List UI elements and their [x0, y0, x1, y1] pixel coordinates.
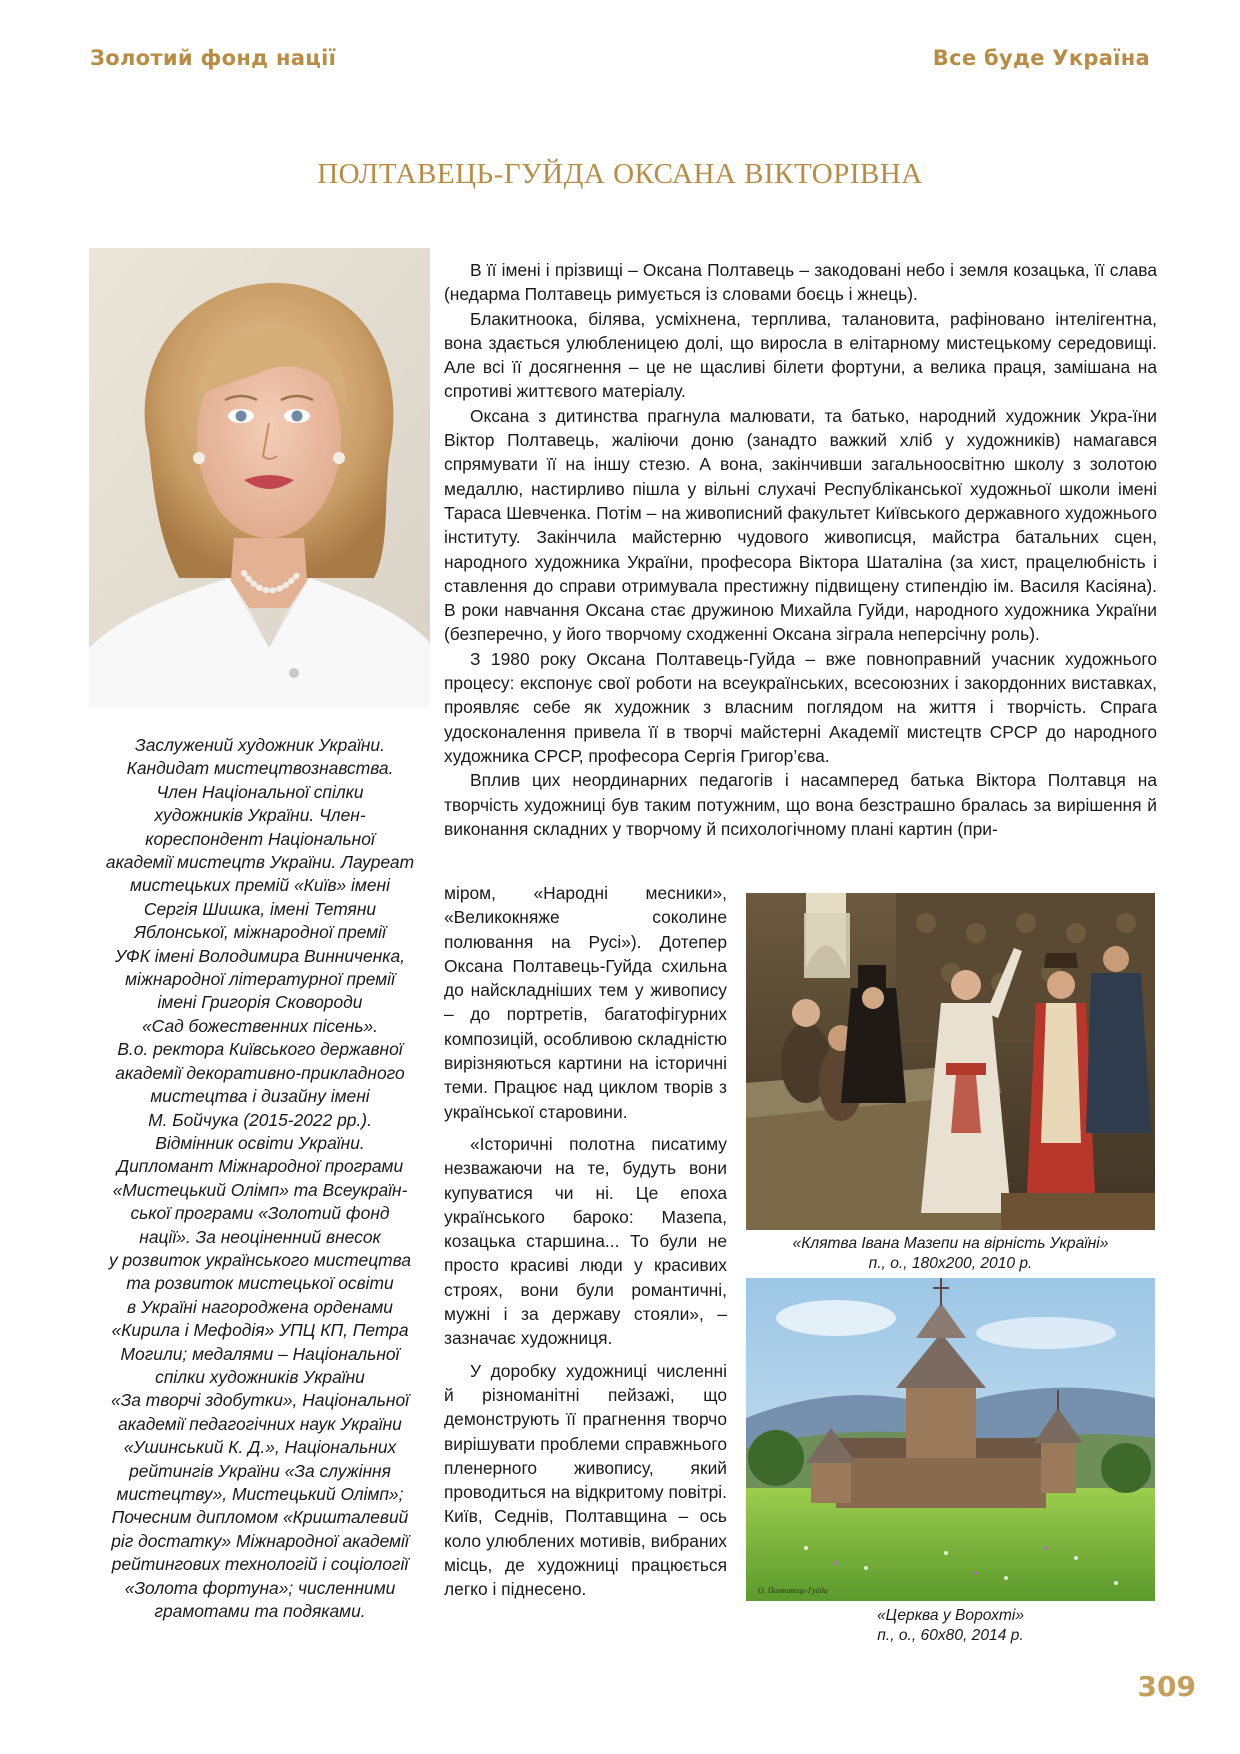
bio-caption-line: імені Григорія Сковороди	[157, 992, 363, 1013]
bio-caption-line: академії декоративно-прикладного	[115, 1062, 405, 1083]
bio-caption-line: «За творчі здобутки», Національної	[110, 1390, 410, 1411]
bio-caption-line: ріг достатку» Міжнародної академії	[111, 1530, 409, 1551]
paragraph: міром, «Народні месники», «Великокняже соколине полювання на Русі»). Дотепер Оксана Полтавець-Гуйда схильна до найскладніших тем у живопису – до портретів, багатофігурних композицій, особливою складністю вирізняються картини на історичні теми. Працює над циклом творів з української старовини.	[444, 883, 727, 1122]
paragraph: У доробку художниці численні й різноманітні пейзажі, що демонструють її прагнення творчо вирішувати проблеми справжнього пленерного живопису, який проводиться на відкритому повітрі. Київ, Седнів, Полтавщина – ось коло улюблених мотивів, вибраних місць, де художниці працюється легко і піднесено.	[444, 1360, 727, 1600]
bio-caption-line: ської програми «Золотий фонд	[130, 1203, 390, 1224]
bio-caption-line: художників України. Член-	[154, 805, 366, 826]
article-title: ПОЛТАВЕЦЬ-ГУЙДА ОКСАНА ВІКТОРІВНА	[317, 158, 923, 190]
bio-caption-line: «Сад божественних пісень».	[142, 1015, 378, 1036]
bio-caption-line: Яблонської, міжнародної премії	[134, 922, 386, 943]
bio-caption-line: рейтингових технологій і соціології	[111, 1554, 409, 1575]
bio-caption-line: Відмінник освіти України.	[155, 1132, 365, 1153]
painting-title: «Церква у Ворохті»	[877, 1607, 1024, 1624]
painting-details: п., о., 60х80, 2014 р.	[877, 1627, 1024, 1644]
bio-caption-line: та розвиток мистецької освіти	[126, 1273, 394, 1294]
paragraph: Блакитноока, білява, усміхнена, терплива, талановита, рафіновано інтелігентна, вона здається улюбленицею долі, що виросла в елітарному мистецькому середовищі. Але всі її досягнення – це не щасливі білети фортуни, а велика праця, замішана на спротиві життєвого матеріалу.	[444, 308, 1157, 402]
bio-caption-line: Член Національної спілки	[156, 781, 364, 802]
bio-caption-line: УФК імені Володимира Винниченка,	[114, 945, 405, 966]
article-body-main	[444, 258, 1157, 841]
paragraph: Оксана з дитинства прагнула малювати, та батько, народний художник Укра-їни Віктор Полтавець, жаліючи доню (занадто важкий хліб у художників) намагався спрямувати її на іншу стезю. А вона, закінчивши загальноосвітню школу з золотою медаллю, настирливо пішла у вільні слухачі Республіканської художньої школи імені Тараса Шевченка. Потім – на живописний факультет Київського державного художнього інституту. Закінчила майстерню чудового живописця, майстра батальних сцен, народного художника України, професора Віктора Шаталіна (за хист, працелюбність і ставлення до справи отримувала престижну підвищену стипендію ім. Василя Касіяна). В роки навчання Оксана стає дружиною Михайла Гуйди, народного художника України (безперечно, у його творчому сходженні Оксана зіграла неперсічну роль).	[444, 405, 1157, 645]
page-number: 309	[1137, 1670, 1196, 1703]
bio-caption-line: «Ушинський К. Д.», Національних	[123, 1437, 397, 1458]
portrait-photo	[89, 248, 430, 708]
running-header-right: Все буде Україна	[932, 46, 1150, 70]
bio-caption-line: «Мистецький Олімп» та Всеукраїн-	[112, 1179, 408, 1200]
bio-caption-line: В.о. ректора Київського державної	[117, 1039, 403, 1060]
painting-caption	[746, 1606, 1155, 1646]
painting-title: «Клятва Івана Мазепи на вірність Україні»	[792, 1235, 1109, 1252]
bio-caption-line: «Золота фортуна»; численними	[124, 1577, 396, 1598]
bio-caption-line: «Кирила і Мефодія» УПЦ КП, Петра	[111, 1320, 409, 1341]
bio-caption-line: Кандидат мистецтвознавства.	[126, 758, 394, 779]
bio-caption-line: кореспондент Національної	[145, 828, 375, 849]
paragraph: В її імені і прізвищі – Оксана Полтавець – закодовані небо і земля козацька, її слава (недарма Полтавець римується із словами боєць і жнець).	[444, 260, 1157, 305]
bio-caption-line: спілки художників України	[155, 1366, 365, 1387]
bio-caption-line: мистецтва і дизайну імені	[150, 1086, 370, 1107]
bio-caption-line: у розвиток українського мистецтва	[108, 1249, 412, 1270]
bio-caption-line: мистецьких премій «Київ» імені	[130, 875, 390, 896]
paragraph: Вплив цих неординарних педагогів і насамперед батька Віктора Полтавця на творчість художниці був таким потужним, що вона безстрашно бралась за вирішення й виконання складних у творчому й психологічному плані картин (при-	[444, 770, 1157, 839]
bio-caption-line: академії мистецтв України. Лауреат	[105, 852, 415, 873]
bio-caption-line: мистецтву», Мистецький Олімп»;	[116, 1484, 404, 1504]
bio-caption-line: в Україні нагороджена орденами	[127, 1296, 393, 1317]
bio-caption-line: Дипломант Міжнародної програми	[116, 1156, 404, 1177]
bio-caption-line: Заслужений художник України.	[135, 735, 385, 755]
bio-caption	[88, 734, 432, 1623]
bio-caption-line: М. Бойчука (2015-2022 рр.).	[148, 1109, 372, 1130]
bio-caption-line: нації». За неоціненний внесок	[139, 1226, 381, 1247]
bio-caption-line: Могили; медалями – Національної	[120, 1343, 400, 1364]
running-header-left: Золотий фонд нації	[90, 46, 337, 70]
bio-caption-line: академії педагогічних наук України	[118, 1413, 402, 1434]
bio-caption-line: грамотами та подяками.	[154, 1601, 366, 1622]
bio-caption-line: Сергія Шишка, імені Тетяни	[143, 898, 377, 919]
painting-signature: О. Полтавець-Гуйда	[758, 1586, 828, 1595]
painting-church-vorokhta	[746, 1278, 1155, 1601]
article-body-narrow	[444, 881, 727, 1602]
bio-caption-line: рейтингів України «За служіння	[129, 1460, 391, 1481]
paragraph: «Історичні полотна писатиму незважаючи на те, будуть вони купуватися чи ні. Це епоха українського бароко: Мазепа, козацька старшина... То були не просто красиві люди у красивих строях, вони були романтичні, мужні і за державу стояли», – зазначає художниця.	[444, 1133, 727, 1349]
painting-mazepa-oath	[746, 893, 1155, 1230]
painting-details: п., о., 180х200, 2010 р.	[868, 1255, 1033, 1272]
painting-caption	[746, 1234, 1155, 1274]
bio-caption-line: міжнародної літературної премії	[125, 969, 395, 990]
paragraph: З 1980 року Оксана Полтавець-Гуйда – вже повноправний учасник художнього процесу: експонує свої роботи на всеукраїнських, всесоюзних і закордонних виставках, проявляє себе як художник з власним поглядом на життя і творчість. Спрага удосконалення привела її в творчі майстерні Академії мистецтв СРСР до народного художника СРСР, професора Сергія Григор’єва.	[444, 648, 1157, 766]
bio-caption-line: Почесним дипломом «Кришталевий	[111, 1507, 409, 1528]
